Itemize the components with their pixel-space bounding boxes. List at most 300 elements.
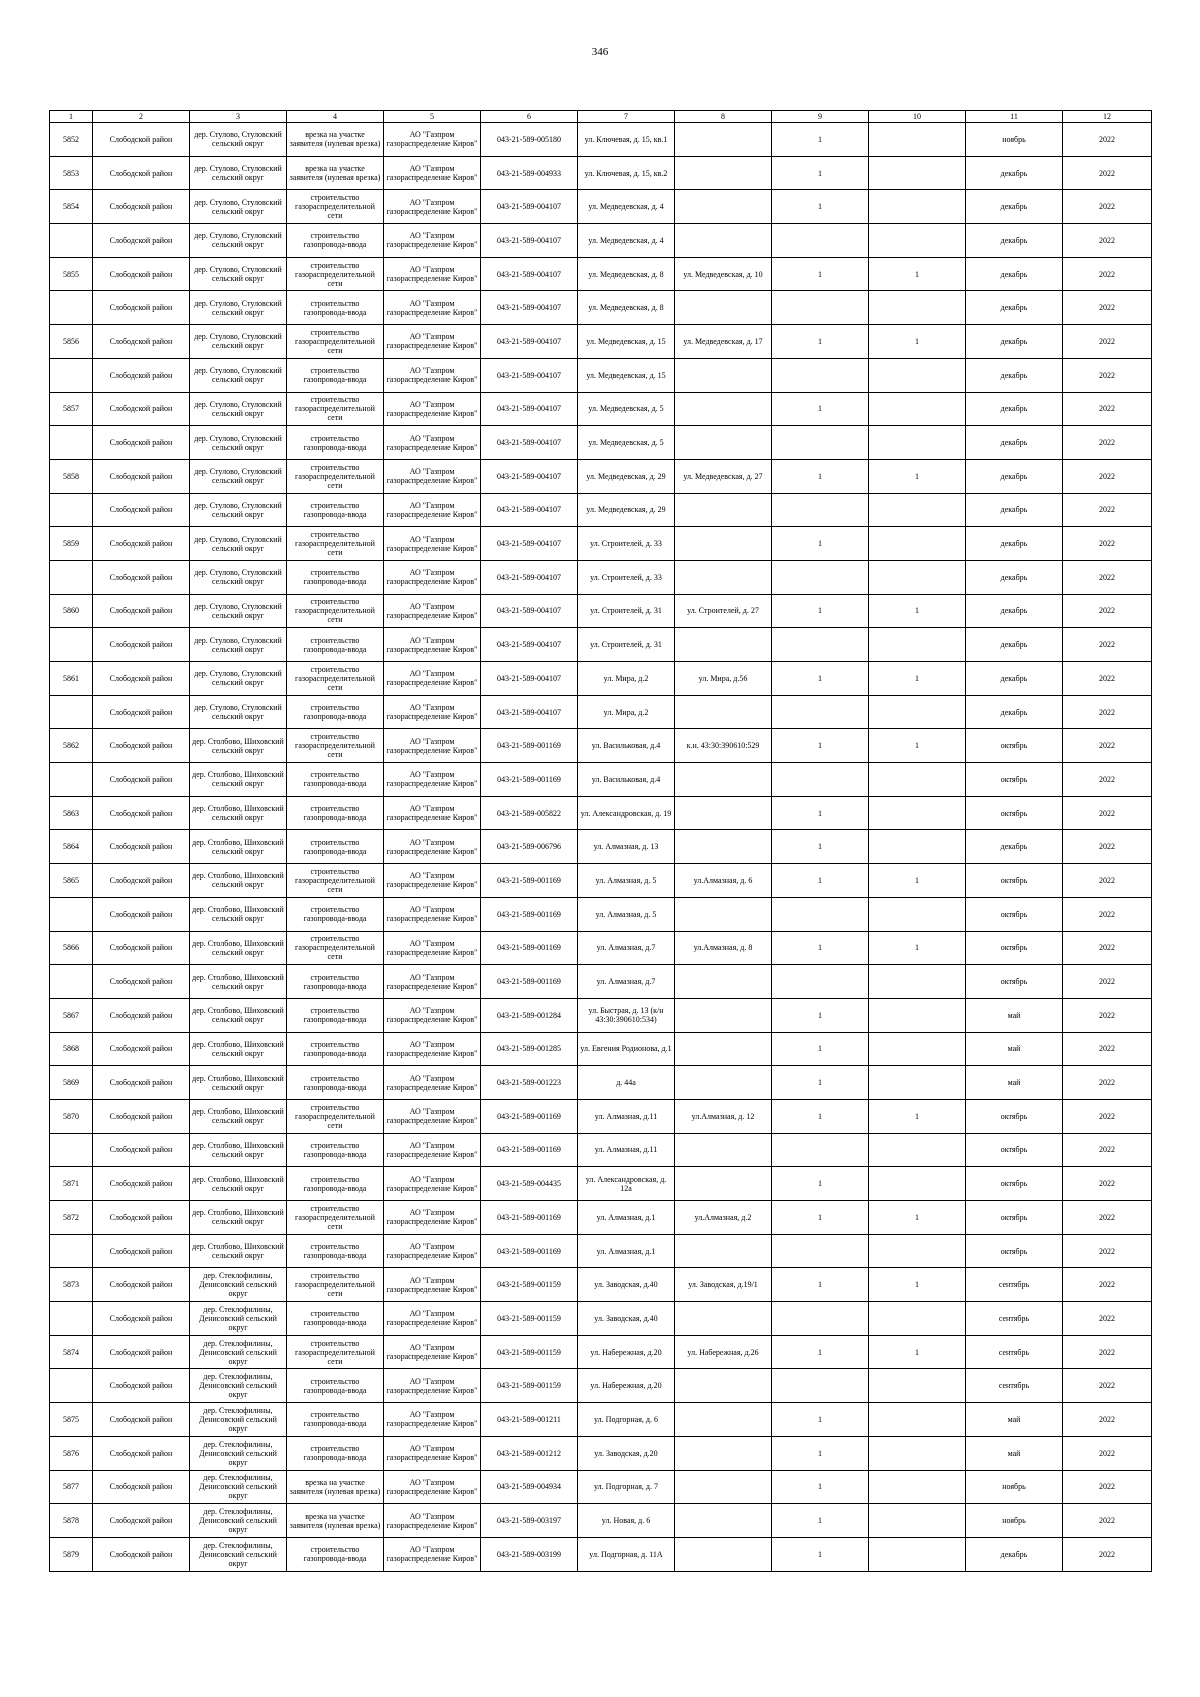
count-b-text: 1: [915, 1347, 919, 1357]
cell-row-number: [50, 662, 93, 696]
cell-month: [966, 1268, 1063, 1302]
cell-address-2: [675, 1133, 772, 1167]
cell-row-number: [50, 897, 93, 931]
contract-number-text: 043-21-589-004107: [497, 572, 561, 582]
cell-count-b: [869, 897, 966, 931]
cell-month: [966, 1167, 1063, 1201]
cell-year: [1063, 729, 1152, 763]
cell-row-number: [50, 998, 93, 1032]
year-text: 2022: [1099, 404, 1115, 414]
cell-address-2: [675, 729, 772, 763]
cell-year: [1063, 931, 1152, 965]
cell-year: [1063, 965, 1152, 999]
cell-count-b: [869, 1537, 966, 1571]
cell-month: [966, 224, 1063, 258]
cell-work-type: [287, 358, 384, 392]
district-text: Слободской район: [109, 1212, 173, 1222]
work-type-text: врезка на участке заявителя (нулевая врезка): [289, 164, 381, 183]
row-number-text: 5869: [63, 1078, 79, 1088]
cell-address-2: [675, 257, 772, 291]
cell-address: [578, 1436, 675, 1470]
cell-district: [93, 1537, 190, 1571]
cell-organization: [384, 1201, 481, 1235]
cell-count-a: [772, 931, 869, 965]
cell-count-a: [772, 257, 869, 291]
cell-row-number: [50, 594, 93, 628]
address-text: ул. Строителей, д. 31: [590, 606, 662, 616]
table-row: [50, 1201, 1152, 1235]
cell-organization: [384, 729, 481, 763]
year-text: 2022: [1099, 1549, 1115, 1559]
count-b-text: 1: [915, 471, 919, 481]
cell-contract-number: [481, 1335, 578, 1369]
cell-locality: [190, 695, 287, 729]
cell-organization: [384, 1133, 481, 1167]
cell-organization: [384, 527, 481, 561]
cell-address-2: [675, 1099, 772, 1133]
table-row: [50, 392, 1152, 426]
cell-address: [578, 628, 675, 662]
table-row: [50, 628, 1152, 662]
cell-work-type: [287, 1403, 384, 1437]
column-header-12: 12: [1063, 111, 1152, 123]
count-a-text: 1: [818, 1280, 822, 1290]
count-a-text: 1: [818, 741, 822, 751]
cell-district: [93, 830, 190, 864]
cell-district: [93, 1335, 190, 1369]
cell-district: [93, 594, 190, 628]
locality-text: дер. Стулово, Стуловский сельский округ: [194, 703, 282, 722]
column-header-3: 3: [190, 111, 287, 123]
table-row: [50, 965, 1152, 999]
organization-text: АО "Газпром газораспределение Киров": [386, 568, 478, 587]
locality-text: дер. Столбово, Шиховский сельский округ: [192, 1073, 284, 1092]
cell-organization: [384, 1167, 481, 1201]
cell-locality: [190, 864, 287, 898]
address-text: ул. Алмазная, д.11: [594, 1145, 658, 1155]
address-2-text: ул. Медведевская, д. 17: [683, 336, 763, 346]
year-text: 2022: [1099, 539, 1115, 549]
column-header-2: 2: [93, 111, 190, 123]
cell-locality: [190, 1369, 287, 1403]
cell-address: [578, 1066, 675, 1100]
work-type-text: врезка на участке заявителя (нулевая врезка): [289, 1511, 381, 1530]
cell-contract-number: [481, 1032, 578, 1066]
cell-address: [578, 931, 675, 965]
table-row: [50, 830, 1152, 864]
locality-text: дер. Столбово, Шиховский сельский округ: [192, 804, 284, 823]
row-number-text: 5870: [63, 1111, 79, 1121]
contract-number-text: 043-21-589-004107: [497, 303, 561, 313]
cell-work-type: [287, 1201, 384, 1235]
cell-year: [1063, 493, 1152, 527]
cell-organization: [384, 1335, 481, 1369]
cell-count-a: [772, 224, 869, 258]
work-type-text: строительство газораспределительной сети: [295, 327, 375, 355]
row-number-text: 5858: [63, 471, 79, 481]
cell-address-2: [675, 1504, 772, 1538]
month-text: май: [1007, 1044, 1021, 1054]
cell-work-type: [287, 123, 384, 157]
locality-text: дер. Столбово, Шиховский сельский округ: [192, 1107, 284, 1126]
locality-text: дер. Стулово, Стуловский сельский округ: [194, 433, 282, 452]
cell-locality: [190, 123, 287, 157]
cell-count-a: [772, 1335, 869, 1369]
contract-number-text: 043-21-589-006796: [497, 842, 561, 852]
row-number-text: 5857: [63, 404, 79, 414]
cell-district: [93, 1403, 190, 1437]
cell-work-type: [287, 1234, 384, 1268]
organization-text: АО "Газпром газораспределение Киров": [386, 1140, 478, 1159]
cell-row-number: [50, 358, 93, 392]
cell-count-b: [869, 1369, 966, 1403]
table-row: [50, 291, 1152, 325]
cell-year: [1063, 527, 1152, 561]
cell-contract-number: [481, 493, 578, 527]
cell-count-a: [772, 426, 869, 460]
address-2-text: ул.Алмазная, д. 12: [691, 1111, 755, 1121]
cell-count-a: [772, 830, 869, 864]
month-text: октябрь: [1000, 1246, 1028, 1256]
address-text: ул. Алмазная, д.7: [596, 977, 656, 987]
cell-year: [1063, 1099, 1152, 1133]
cell-address-2: [675, 594, 772, 628]
cell-year: [1063, 1133, 1152, 1167]
contract-number-text: 043-21-589-004435: [497, 1179, 561, 1189]
cell-locality: [190, 1133, 287, 1167]
cell-contract-number: [481, 291, 578, 325]
locality-text: дер. Стулово, Стуловский сельский округ: [194, 601, 282, 620]
organization-text: АО "Газпром газораспределение Киров": [386, 1208, 478, 1227]
cell-district: [93, 560, 190, 594]
cell-address-2: [675, 459, 772, 493]
cell-work-type: [287, 224, 384, 258]
cell-locality: [190, 459, 287, 493]
cell-count-a: [772, 291, 869, 325]
column-header-7: 7: [578, 111, 675, 123]
cell-count-b: [869, 729, 966, 763]
cell-contract-number: [481, 931, 578, 965]
cell-address-2: [675, 1470, 772, 1504]
table-row: [50, 796, 1152, 830]
contract-number-text: 043-21-589-004934: [497, 1482, 561, 1492]
year-text: 2022: [1099, 370, 1115, 380]
cell-contract-number: [481, 897, 578, 931]
cell-district: [93, 1302, 190, 1336]
cell-row-number: [50, 763, 93, 797]
column-header-8: 8: [675, 111, 772, 123]
year-text: 2022: [1099, 1448, 1115, 1458]
cell-year: [1063, 1201, 1152, 1235]
cell-count-b: [869, 325, 966, 359]
cell-year: [1063, 594, 1152, 628]
cell-work-type: [287, 1268, 384, 1302]
cell-organization: [384, 358, 481, 392]
cell-address: [578, 998, 675, 1032]
year-text: 2022: [1099, 1010, 1115, 1020]
contract-number-text: 043-21-589-004107: [497, 404, 561, 414]
district-text: Слободской район: [109, 539, 173, 549]
month-text: октябрь: [1000, 1179, 1028, 1189]
month-text: октябрь: [1000, 977, 1028, 987]
cell-count-a: [772, 695, 869, 729]
cell-organization: [384, 1234, 481, 1268]
count-b-text: 1: [915, 269, 919, 279]
table-row: [50, 1133, 1152, 1167]
cell-address: [578, 1302, 675, 1336]
cell-address: [578, 190, 675, 224]
cell-row-number: [50, 1066, 93, 1100]
cell-address-2: [675, 628, 772, 662]
address-text: ул. Александровская, д. 19: [580, 808, 672, 818]
cell-locality: [190, 1099, 287, 1133]
cell-address-2: [675, 662, 772, 696]
cell-locality: [190, 392, 287, 426]
count-a-text: 1: [818, 336, 822, 346]
cell-district: [93, 527, 190, 561]
cell-district: [93, 392, 190, 426]
contract-number-text: 043-21-589-001169: [497, 1212, 561, 1222]
table-row: [50, 426, 1152, 460]
cell-count-b: [869, 156, 966, 190]
cell-row-number: [50, 864, 93, 898]
count-a-text: 1: [818, 943, 822, 953]
work-type-text: строительство газопровода-ввода: [303, 231, 367, 250]
work-type-text: строительство газораспределительной сети: [295, 260, 375, 288]
locality-text: дер. Столбово, Шиховский сельский округ: [192, 837, 284, 856]
table-row: [50, 1369, 1152, 1403]
cell-count-a: [772, 1302, 869, 1336]
cell-district: [93, 965, 190, 999]
table-row: [50, 1268, 1152, 1302]
cell-locality: [190, 1167, 287, 1201]
organization-text: АО "Газпром газораспределение Киров": [386, 1545, 478, 1564]
district-text: Слободской район: [109, 1044, 173, 1054]
cell-address: [578, 257, 675, 291]
count-a-text: 1: [818, 404, 822, 414]
cell-count-a: [772, 1133, 869, 1167]
table-row: [50, 527, 1152, 561]
work-type-text: врезка на участке заявителя (нулевая врезка): [289, 1477, 381, 1496]
year-text: 2022: [1099, 1145, 1115, 1155]
district-text: Слободской район: [109, 404, 173, 414]
cell-organization: [384, 695, 481, 729]
address-text: ул. Медведевская, д. 5: [588, 404, 664, 414]
cell-organization: [384, 628, 481, 662]
organization-text: АО "Газпром газораспределение Киров": [386, 1477, 478, 1496]
row-number-text: 5855: [63, 269, 79, 279]
cell-count-a: [772, 1470, 869, 1504]
cell-count-b: [869, 1201, 966, 1235]
cell-address: [578, 1369, 675, 1403]
table-row: [50, 190, 1152, 224]
cell-contract-number: [481, 190, 578, 224]
month-text: декабрь: [1000, 370, 1028, 380]
organization-text: АО "Газпром газораспределение Киров": [386, 804, 478, 823]
cell-count-a: [772, 965, 869, 999]
cell-address-2: [675, 527, 772, 561]
locality-text: дер. Стулово, Стуловский сельский округ: [194, 500, 282, 519]
month-text: май: [1007, 1010, 1021, 1020]
cell-address: [578, 763, 675, 797]
address-2-text: ул. Мира, д.56: [698, 673, 748, 683]
cell-district: [93, 998, 190, 1032]
count-a-text: 1: [818, 1448, 822, 1458]
organization-text: АО "Газпром газораспределение Киров": [386, 871, 478, 890]
contract-number-text: 043-21-589-001169: [497, 875, 561, 885]
cell-contract-number: [481, 1201, 578, 1235]
cell-year: [1063, 1302, 1152, 1336]
cell-count-b: [869, 257, 966, 291]
month-text: октябрь: [1000, 1145, 1028, 1155]
district-text: Слободской район: [109, 943, 173, 953]
cell-district: [93, 190, 190, 224]
cell-month: [966, 560, 1063, 594]
cell-row-number: [50, 426, 93, 460]
locality-text: дер. Стеклофилины, Денисовский сельский округ: [199, 1372, 277, 1400]
district-text: Слободской район: [109, 505, 173, 515]
cell-organization: [384, 190, 481, 224]
cell-address-2: [675, 1436, 772, 1470]
year-text: 2022: [1099, 1347, 1115, 1357]
contract-number-text: 043-21-589-004933: [497, 168, 561, 178]
cell-locality: [190, 662, 287, 696]
organization-text: АО "Газпром газораспределение Киров": [386, 1410, 478, 1429]
cell-contract-number: [481, 325, 578, 359]
year-text: 2022: [1099, 168, 1115, 178]
cell-district: [93, 1133, 190, 1167]
month-text: ноябрь: [1002, 134, 1026, 144]
cell-month: [966, 729, 1063, 763]
cell-work-type: [287, 1066, 384, 1100]
cell-district: [93, 662, 190, 696]
cell-work-type: [287, 392, 384, 426]
cell-count-b: [869, 864, 966, 898]
contract-number-text: 043-21-589-001169: [497, 774, 561, 784]
work-type-text: строительство газопровода-ввода: [303, 366, 367, 385]
cell-address-2: [675, 897, 772, 931]
work-type-text: строительство газопровода-ввода: [303, 1140, 367, 1159]
month-text: октябрь: [1000, 741, 1028, 751]
table-row: [50, 897, 1152, 931]
cell-month: [966, 291, 1063, 325]
cell-contract-number: [481, 156, 578, 190]
cell-count-a: [772, 897, 869, 931]
row-number-text: 5865: [63, 875, 79, 885]
cell-work-type: [287, 560, 384, 594]
organization-text: АО "Газпром газораспределение Киров": [386, 1174, 478, 1193]
cell-organization: [384, 965, 481, 999]
table-row: [50, 1504, 1152, 1538]
cell-locality: [190, 1066, 287, 1100]
count-a-text: 1: [818, 202, 822, 212]
cell-contract-number: [481, 1504, 578, 1538]
cell-row-number: [50, 156, 93, 190]
cell-work-type: [287, 1133, 384, 1167]
address-text: ул. Ключевая, д. 15, кв.1: [584, 134, 668, 144]
district-text: Слободской район: [109, 977, 173, 987]
cell-count-a: [772, 1504, 869, 1538]
cell-count-a: [772, 156, 869, 190]
year-text: 2022: [1099, 741, 1115, 751]
district-text: Слободской район: [109, 909, 173, 919]
locality-text: дер. Столбово, Шиховский сельский округ: [192, 736, 284, 755]
cell-contract-number: [481, 1403, 578, 1437]
contract-number-text: 043-21-589-004107: [497, 539, 561, 549]
district-text: Слободской район: [109, 741, 173, 751]
cell-address-2: [675, 1032, 772, 1066]
cell-organization: [384, 1369, 481, 1403]
contract-number-text: 043-21-589-004107: [497, 707, 561, 717]
contract-number-text: 043-21-589-003199: [497, 1549, 561, 1559]
cell-locality: [190, 763, 287, 797]
cell-contract-number: [481, 560, 578, 594]
cell-month: [966, 156, 1063, 190]
cell-count-a: [772, 1234, 869, 1268]
cell-row-number: [50, 527, 93, 561]
cell-month: [966, 392, 1063, 426]
cell-row-number: [50, 1133, 93, 1167]
district-text: Слободской район: [109, 438, 173, 448]
contract-number-text: 043-21-589-004107: [497, 370, 561, 380]
locality-text: дер. Стулово, Стуловский сельский округ: [194, 332, 282, 351]
cell-count-b: [869, 965, 966, 999]
cell-year: [1063, 830, 1152, 864]
month-text: октябрь: [1000, 1111, 1028, 1121]
cell-district: [93, 1436, 190, 1470]
cell-month: [966, 1504, 1063, 1538]
count-a-text: 1: [818, 1347, 822, 1357]
cell-address-2: [675, 1234, 772, 1268]
cell-contract-number: [481, 1302, 578, 1336]
cell-year: [1063, 123, 1152, 157]
year-text: 2022: [1099, 134, 1115, 144]
district-text: Слободской район: [109, 1010, 173, 1020]
cell-address-2: [675, 190, 772, 224]
cell-contract-number: [481, 763, 578, 797]
table-row: [50, 1234, 1152, 1268]
month-text: ноябрь: [1002, 1482, 1026, 1492]
cell-year: [1063, 1403, 1152, 1437]
cell-work-type: [287, 830, 384, 864]
cell-row-number: [50, 1537, 93, 1571]
cell-contract-number: [481, 662, 578, 696]
cell-contract-number: [481, 1234, 578, 1268]
contract-number-text: 043-21-589-001284: [497, 1010, 561, 1020]
row-number-text: 5853: [63, 168, 79, 178]
cell-district: [93, 897, 190, 931]
cell-organization: [384, 156, 481, 190]
cell-count-b: [869, 662, 966, 696]
locality-text: дер. Стеклофилины, Денисовский сельский округ: [199, 1405, 277, 1433]
district-text: Слободской район: [109, 336, 173, 346]
work-type-text: строительство газораспределительной сети: [295, 530, 375, 558]
count-a-text: 1: [818, 606, 822, 616]
cell-organization: [384, 662, 481, 696]
cell-organization: [384, 1268, 481, 1302]
month-text: декабрь: [1000, 539, 1028, 549]
cell-organization: [384, 392, 481, 426]
cell-work-type: [287, 1302, 384, 1336]
cell-count-b: [869, 527, 966, 561]
cell-organization: [384, 864, 481, 898]
cell-organization: [384, 1470, 481, 1504]
cell-address-2: [675, 1403, 772, 1437]
table-row: [50, 1403, 1152, 1437]
cell-year: [1063, 1268, 1152, 1302]
cell-organization: [384, 1066, 481, 1100]
cell-count-b: [869, 1403, 966, 1437]
